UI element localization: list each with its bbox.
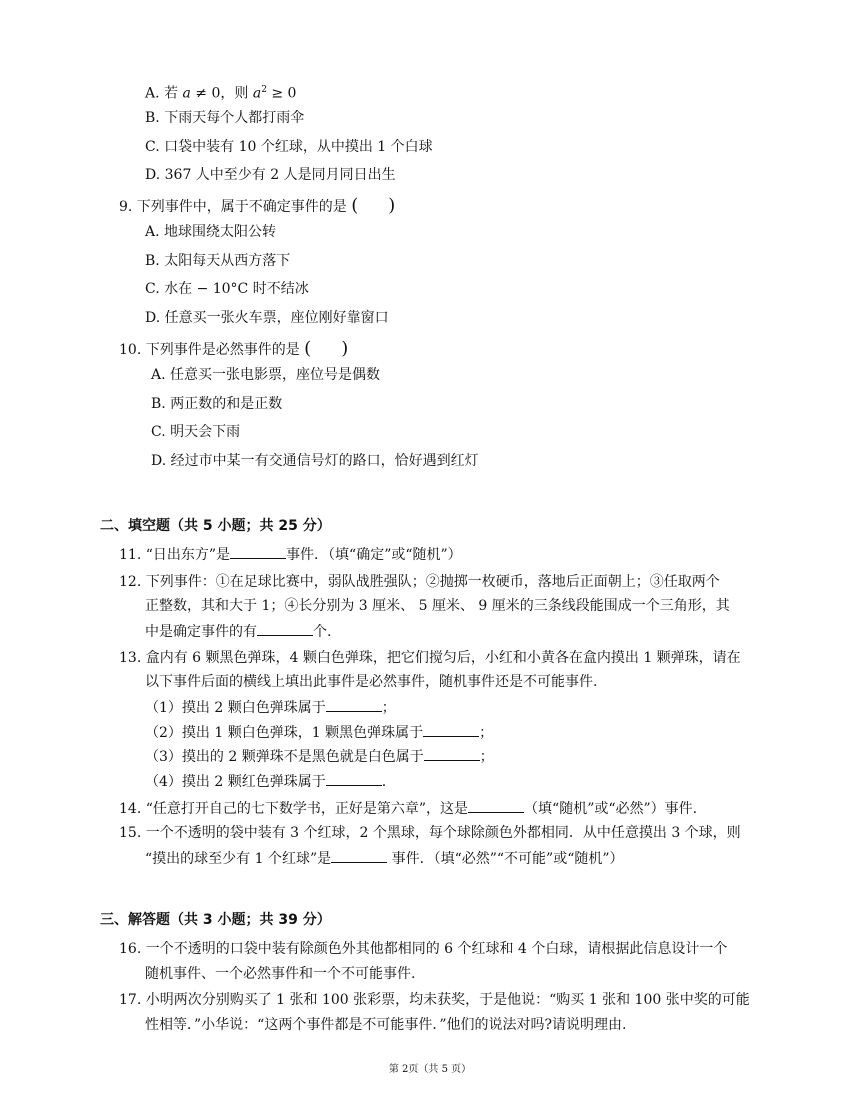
q9-option-b: B. 太阳每天从西方落下 (145, 253, 291, 269)
q13-sub1-text: （1）摸出 2 颗白色弹珠属于 (145, 700, 326, 716)
q15-line2 (145, 848, 624, 869)
q13-sub4 (145, 771, 386, 792)
q8-a-var: a (182, 85, 191, 102)
q10-option-d: D. 经过市中某一有交通信号灯的路口，恰好遇到红灯 (151, 453, 479, 469)
q9-paren-close: ) (388, 195, 396, 216)
q14-before: 14. “任意打开自己的七下数学书，正好是第六章”，这是 (119, 801, 469, 817)
q14 (119, 798, 697, 819)
q8-a-var2: a (252, 85, 262, 102)
q13-sub1-blank[interactable] (326, 697, 382, 712)
q8-a-suffix: ≥ 0 (266, 85, 297, 102)
q8-option-a (145, 80, 296, 104)
q9-stem-text: 9. 下列事件中，属于不确定事件的是 (119, 199, 347, 215)
q13-sub4-blank[interactable] (326, 771, 382, 786)
q13-line2: 以下事件后面的横线上填出此事件是必然事件，随机事件还是不可能事件. (145, 674, 598, 690)
section3-title: 三、解答题（共 3 小题；共 39 分） (100, 912, 331, 928)
q13-sub3-blank[interactable] (424, 746, 480, 761)
q9-option-a: A. 地球围绕太阳公转 (145, 224, 277, 240)
q10-paren-close: ) (341, 338, 349, 359)
q17-line2: 性相等．”小华说：“这两个事件都是不可能事件．”他们的说法对吗?请说明理由. (145, 1017, 627, 1033)
q13-line1: 13. 盒内有 6 颗黑色弹珠，4 颗白色弹珠，把它们搅匀后，小红和小黄各在盒内摸出 1 颗弹珠，请在 (119, 650, 741, 666)
q13-sub3-text: （3）摸出的 2 颗弹珠不是黑色就是白色属于 (145, 749, 424, 765)
q13-sub2-after: ； (479, 725, 494, 741)
q10-paren-open: ( (304, 338, 312, 359)
q9-stem (119, 196, 395, 217)
q12-blank[interactable] (257, 621, 313, 636)
q8-option-b: B. 下雨天每个人都打雨伞 (145, 110, 305, 126)
q16-line2: 随机事件、一个必然事件和一个不可能事件. (145, 966, 416, 982)
q8-option-c: C. 口袋中装有 10 个红球，从中摸出 1 个白球 (145, 139, 433, 155)
q14-after: （填“随机”或“必然”）事件. (524, 801, 698, 817)
q13-sub2-blank[interactable] (423, 722, 479, 737)
q12-line3-before: 中是确定事件的有 (145, 624, 257, 640)
q9-option-c: C. 水在 − 10°C 时不结冰 (145, 281, 309, 297)
q15-blank[interactable] (331, 848, 387, 863)
q11 (119, 544, 462, 565)
q14-blank[interactable] (468, 798, 524, 813)
q13-sub4-after: . (381, 774, 387, 790)
q15-line1: 15. 一个不透明的袋中装有 3 个红球，2 个黑球，每个球除颜色外都相同．从中任意摸出 3 个球，则 (119, 825, 741, 841)
q8-a-exponent: 2 (261, 85, 267, 95)
q15-line2-after: 事件．（填“必然”“不可能”或“随机”） (387, 851, 624, 867)
q13-sub2-text: （2）摸出 1 颗白色弹珠，1 颗黑色弹珠属于 (145, 725, 424, 741)
q10-option-b: B. 两正数的和是正数 (151, 396, 283, 412)
q13-sub3-after: ； (479, 749, 494, 765)
q13-sub3 (145, 746, 494, 767)
q10-stem (119, 339, 348, 360)
q17-line1: 17. 小明两次分别购买了 1 张和 100 张彩票，均未获奖，于是他说：“购买 1 张和 100 张中奖的可能 (119, 992, 750, 1008)
page-footer: 第 2页（共 5 页） (388, 1064, 472, 1075)
q8-a-mid: ≠ 0，则 (190, 85, 253, 102)
section2-title: 二、填空题（共 5 小题；共 25 分） (100, 518, 331, 534)
q10-option-c: C. 明天会下雨 (151, 424, 241, 440)
q13-sub4-text: （4）摸出 2 颗红色弹珠属于 (145, 774, 326, 790)
q10-option-a: A. 任意买一张电影票，座位号是偶数 (151, 367, 381, 383)
q12-line2: 正整数，其和大于 1；④长分别为 3 厘米、 5 厘米、 9 厘米的三条线段能围成一个三角形，其 (145, 598, 730, 614)
q8-option-d: D. 367 人中至少有 2 人是同月同日出生 (145, 167, 396, 183)
q11-blank[interactable] (230, 544, 286, 559)
q10-stem-text: 10. 下列事件是必然事件的是 (119, 342, 300, 358)
q8-a-prefix: A. 若 (145, 85, 183, 102)
q15-line2-before: “摸出的球至少有 1 个红球”是 (145, 851, 332, 867)
q9-paren-open: ( (351, 195, 359, 216)
q16-line1: 16. 一个不透明的口袋中装有除颜色外其他都相同的 6 个红球和 4 个白球，请根据此信息设计一个 (119, 941, 728, 957)
q11-before: 11. “日出东方”是 (119, 547, 231, 563)
q13-sub1 (145, 697, 396, 718)
q12-line3 (145, 621, 331, 642)
q9-option-d: D. 任意买一张火车票，座位刚好靠窗口 (145, 310, 389, 326)
q12-line1: 12. 下列事件：①在足球比赛中，弱队战胜强队；②抛掷一枚硬币，落地后正面朝上；③任取两个 (119, 574, 720, 590)
q13-sub1-after: ； (381, 700, 396, 716)
q12-line3-after: 个. (313, 624, 332, 640)
q13-sub2 (145, 722, 493, 743)
q11-after: 事件．（填“确定”或“随机”） (286, 547, 462, 563)
